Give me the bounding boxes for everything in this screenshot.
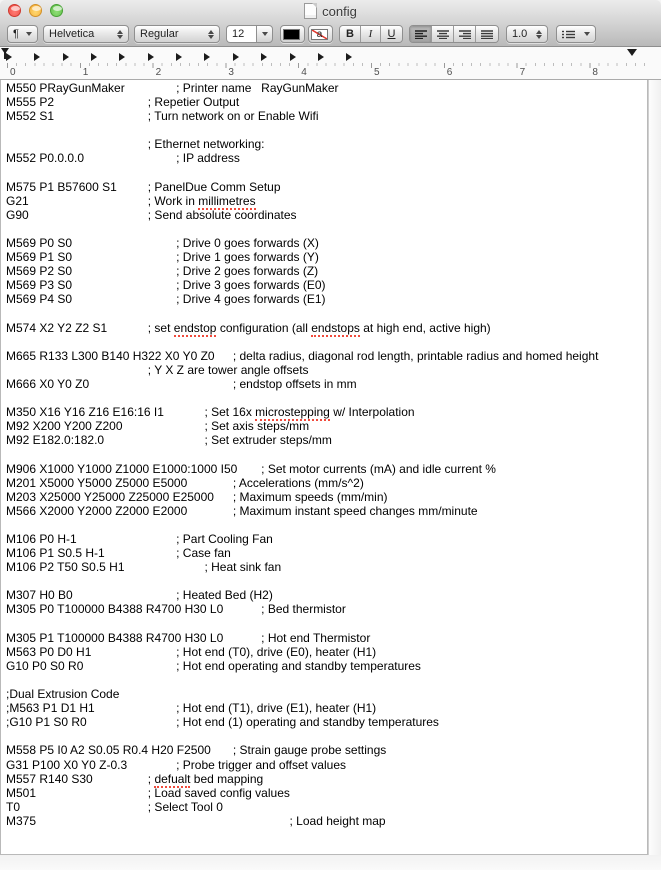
tab-stop-marker[interactable]	[204, 53, 210, 61]
align-left-button[interactable]	[410, 26, 432, 42]
misspelled-word: millimetres	[198, 193, 256, 208]
code-line	[6, 166, 645, 180]
list-icon	[562, 30, 575, 39]
code-line: M350 X16 Y16 Z16 E16:16 I1 ; Set 16x microstepping w/ Interpolation	[6, 405, 415, 420]
title-group	[0, 2, 661, 20]
code-line: M552 P0.0.0.0 ; IP address	[6, 151, 240, 166]
italic-button[interactable]: I	[361, 26, 381, 42]
code-line: G10 P0 S0 R0 ; Hot end operating and standby temperatures	[6, 658, 421, 673]
typeface-value: Regular	[140, 28, 179, 40]
code-line	[6, 729, 645, 743]
window-chrome	[0, 0, 661, 47]
paragraph-styles-button[interactable]	[7, 25, 38, 43]
align-left-icon	[415, 30, 427, 39]
updown-arrows-icon	[208, 30, 214, 39]
code-line: M305 P1 T100000 B4388 R4700 H30 L0 ; Hot end Thermistor	[6, 630, 371, 645]
code-line: M906 X1000 Y1000 Z1000 E1000:1000 I50 ; Set motor currents (mA) and idle current %	[6, 461, 496, 476]
tab-stop-marker[interactable]	[233, 53, 239, 61]
tab-stop-marker[interactable]	[176, 53, 182, 61]
code-line	[6, 518, 645, 532]
updown-arrows-icon	[536, 30, 542, 39]
format-toolbar	[0, 22, 661, 47]
code-line	[6, 307, 645, 321]
code-line: M305 P0 T100000 B4388 R4700 H30 L0 ; Bed thermistor	[6, 602, 346, 617]
code-line: G21 ; Work in millimetres	[6, 193, 256, 208]
misspelled-word: endstops	[311, 320, 360, 335]
code-line: M665 R133 L300 B140 H322 X0 Y0 Z0 ; delta radius, diagonal rod length, printable radius and homed height	[6, 348, 599, 363]
code-line: M557 R140 S30 ; defualt bed mapping	[6, 771, 264, 786]
code-line: M106 P2 T50 S0.5 H1 ; Heat sink fan	[6, 560, 282, 575]
align-right-icon	[459, 30, 471, 39]
code-line: M201 X5000 Y5000 Z5000 E5000 ; Accelerations (mm/s^2)	[6, 475, 364, 490]
updown-arrows-icon	[117, 30, 123, 39]
document-text[interactable]	[6, 81, 645, 828]
ruler-inch-number: 5	[374, 67, 380, 78]
code-line: M569 P0 S0 ; Drive 0 goes forwards (X)	[6, 236, 319, 251]
typeface-select[interactable]	[134, 25, 220, 43]
align-right-button[interactable]	[454, 26, 476, 42]
paragraph-icon: ¶	[13, 28, 19, 40]
code-line	[6, 123, 645, 137]
ruler-scale	[0, 63, 650, 80]
vertical-scrollbar[interactable]	[648, 80, 661, 855]
misspelled-word: microstepping	[255, 405, 330, 420]
tab-stop-marker[interactable]	[63, 53, 69, 61]
code-line: M555 P2 ; Repetier Output	[6, 95, 240, 110]
misspelled-word: endstop	[173, 320, 217, 335]
chevron-down-icon	[262, 32, 268, 36]
tab-stop-marker[interactable]	[346, 53, 352, 61]
font-family-value: Helvetica	[49, 28, 95, 40]
code-line: ;Dual Extrusion Code	[6, 687, 120, 702]
tab-stop-marker[interactable]	[91, 53, 97, 61]
code-line: M550 PRayGunMaker ; Printer name RayGunMaker	[6, 81, 339, 95]
line-spacing-stepper[interactable]	[506, 25, 548, 43]
code-line: M569 P2 S0 ; Drive 2 goes forwards (Z)	[6, 264, 319, 279]
code-line: M307 H0 B0 ; Heated Bed (H2)	[6, 588, 273, 603]
no-background-color-icon: a	[311, 29, 328, 40]
chevron-down-icon	[26, 32, 32, 36]
code-line: G90 ; Send absolute coordinates	[6, 207, 297, 222]
tab-stop-marker[interactable]	[318, 53, 324, 61]
code-line: M203 X25000 Y25000 Z25000 E25000 ; Maximum speeds (mm/min)	[6, 489, 388, 504]
tab-stop-marker[interactable]	[6, 53, 12, 61]
align-center-icon	[437, 30, 449, 39]
background-color-well[interactable]	[308, 25, 333, 43]
document-icon[interactable]	[304, 3, 317, 19]
code-line: ; Y X Z are tower angle offsets	[6, 362, 309, 377]
code-line: M501 ; Load saved config values	[6, 785, 290, 800]
window-title: config	[322, 3, 357, 19]
ruler-inch-number: 0	[10, 67, 16, 78]
code-line: M106 P1 S0.5 H-1 ; Case fan	[6, 546, 231, 561]
ruler-inch-number: 2	[155, 67, 162, 78]
window-bottom-edge	[0, 855, 661, 870]
code-line: M566 X2000 Y2000 Z2000 E2000 ; Maximum instant speed changes mm/minute	[6, 503, 478, 518]
code-line: ; Ethernet networking:	[6, 137, 265, 152]
code-line	[6, 673, 645, 687]
code-line: M92 X200 Y200 Z200 ; Set axis steps/mm	[6, 419, 310, 434]
code-line: ;M563 P1 D1 H1 ; Hot end (T1), drive (E1), heater (H1)	[6, 701, 377, 716]
tab-stop-well[interactable]	[0, 47, 661, 63]
ruler-inch-number: 3	[228, 67, 234, 78]
code-line	[6, 391, 645, 405]
ruler-inch-number: 7	[519, 67, 526, 78]
code-line	[6, 574, 645, 588]
text-color-swatch	[283, 29, 300, 40]
code-line	[6, 447, 645, 461]
tab-stop-marker[interactable]	[34, 53, 40, 61]
justify-icon	[481, 30, 493, 39]
code-line: ;G10 P1 S0 R0 ; Hot end (1) operating and standby temperatures	[6, 715, 439, 730]
tab-stop-marker[interactable]	[119, 53, 125, 61]
code-line: M106 P0 H-1 ; Part Cooling Fan	[6, 532, 273, 546]
tab-stop-marker[interactable]	[148, 53, 154, 61]
ruler-inch-number: 4	[301, 67, 307, 78]
alignment-group	[409, 25, 499, 43]
code-line: M552 S1 ; Turn network on or Enable Wifi	[6, 109, 319, 124]
bold-italic-underline-group	[339, 25, 403, 43]
code-line: M569 P3 S0 ; Drive 3 goes forwards (E0)	[6, 278, 326, 293]
code-line: G31 P100 X0 Y0 Z-0.3 ; Probe trigger and offset values	[6, 757, 346, 772]
bold-button[interactable]: B	[340, 26, 361, 42]
chevron-down-icon	[584, 32, 590, 36]
font-size-field[interactable]	[226, 25, 256, 43]
code-line	[6, 617, 645, 631]
line-spacing-value: 1.0	[512, 28, 528, 40]
code-line: M569 P4 S0 ; Drive 4 goes forwards (E1)	[6, 292, 326, 307]
code-line: M558 P5 I0 A2 S0.05 R0.4 H20 F2500 ; Strain gauge probe settings	[6, 743, 387, 758]
align-center-button[interactable]	[432, 26, 454, 42]
code-line	[6, 335, 645, 349]
right-indent-marker[interactable]	[627, 49, 637, 56]
tab-stop-marker[interactable]	[261, 53, 267, 61]
ruler-inch-number: 6	[446, 67, 453, 78]
tab-stop-marker[interactable]	[290, 53, 296, 61]
text-view[interactable]	[0, 80, 648, 855]
font-family-select[interactable]	[43, 25, 129, 43]
code-line: M375 ; Load height map	[6, 813, 386, 828]
justify-button[interactable]	[476, 26, 498, 42]
ruler-inch-number: 1	[82, 67, 89, 78]
code-line: M92 E182.0:182.0 ; Set extruder steps/mm	[6, 433, 332, 448]
ruler	[0, 47, 661, 80]
font-size-value: 12	[232, 28, 245, 40]
text-color-well[interactable]	[280, 25, 305, 43]
ruler-inch-number: 8	[592, 67, 598, 78]
code-line: M575 P1 B57600 S1 ; PanelDue Comm Setup	[6, 179, 281, 194]
font-size-dropdown-button[interactable]	[256, 25, 273, 43]
code-line	[6, 222, 645, 236]
code-line: M574 X2 Y2 Z2 S1 ; set endstop configuration (all endstops at high end, active high)	[6, 320, 491, 335]
title-bar[interactable]	[0, 0, 661, 22]
code-line: M666 X0 Y0 Z0 ; endstop offsets in mm	[6, 376, 357, 391]
code-line: M563 P0 D0 H1 ; Hot end (T0), drive (E0), heater (H1)	[6, 644, 377, 659]
code-line: T0 ; Select Tool 0	[6, 799, 223, 814]
misspelled-word: defualt	[154, 771, 191, 786]
underline-button[interactable]: U	[381, 26, 402, 42]
list-style-button[interactable]	[556, 25, 596, 43]
code-line: M569 P1 S0 ; Drive 1 goes forwards (Y)	[6, 250, 319, 265]
